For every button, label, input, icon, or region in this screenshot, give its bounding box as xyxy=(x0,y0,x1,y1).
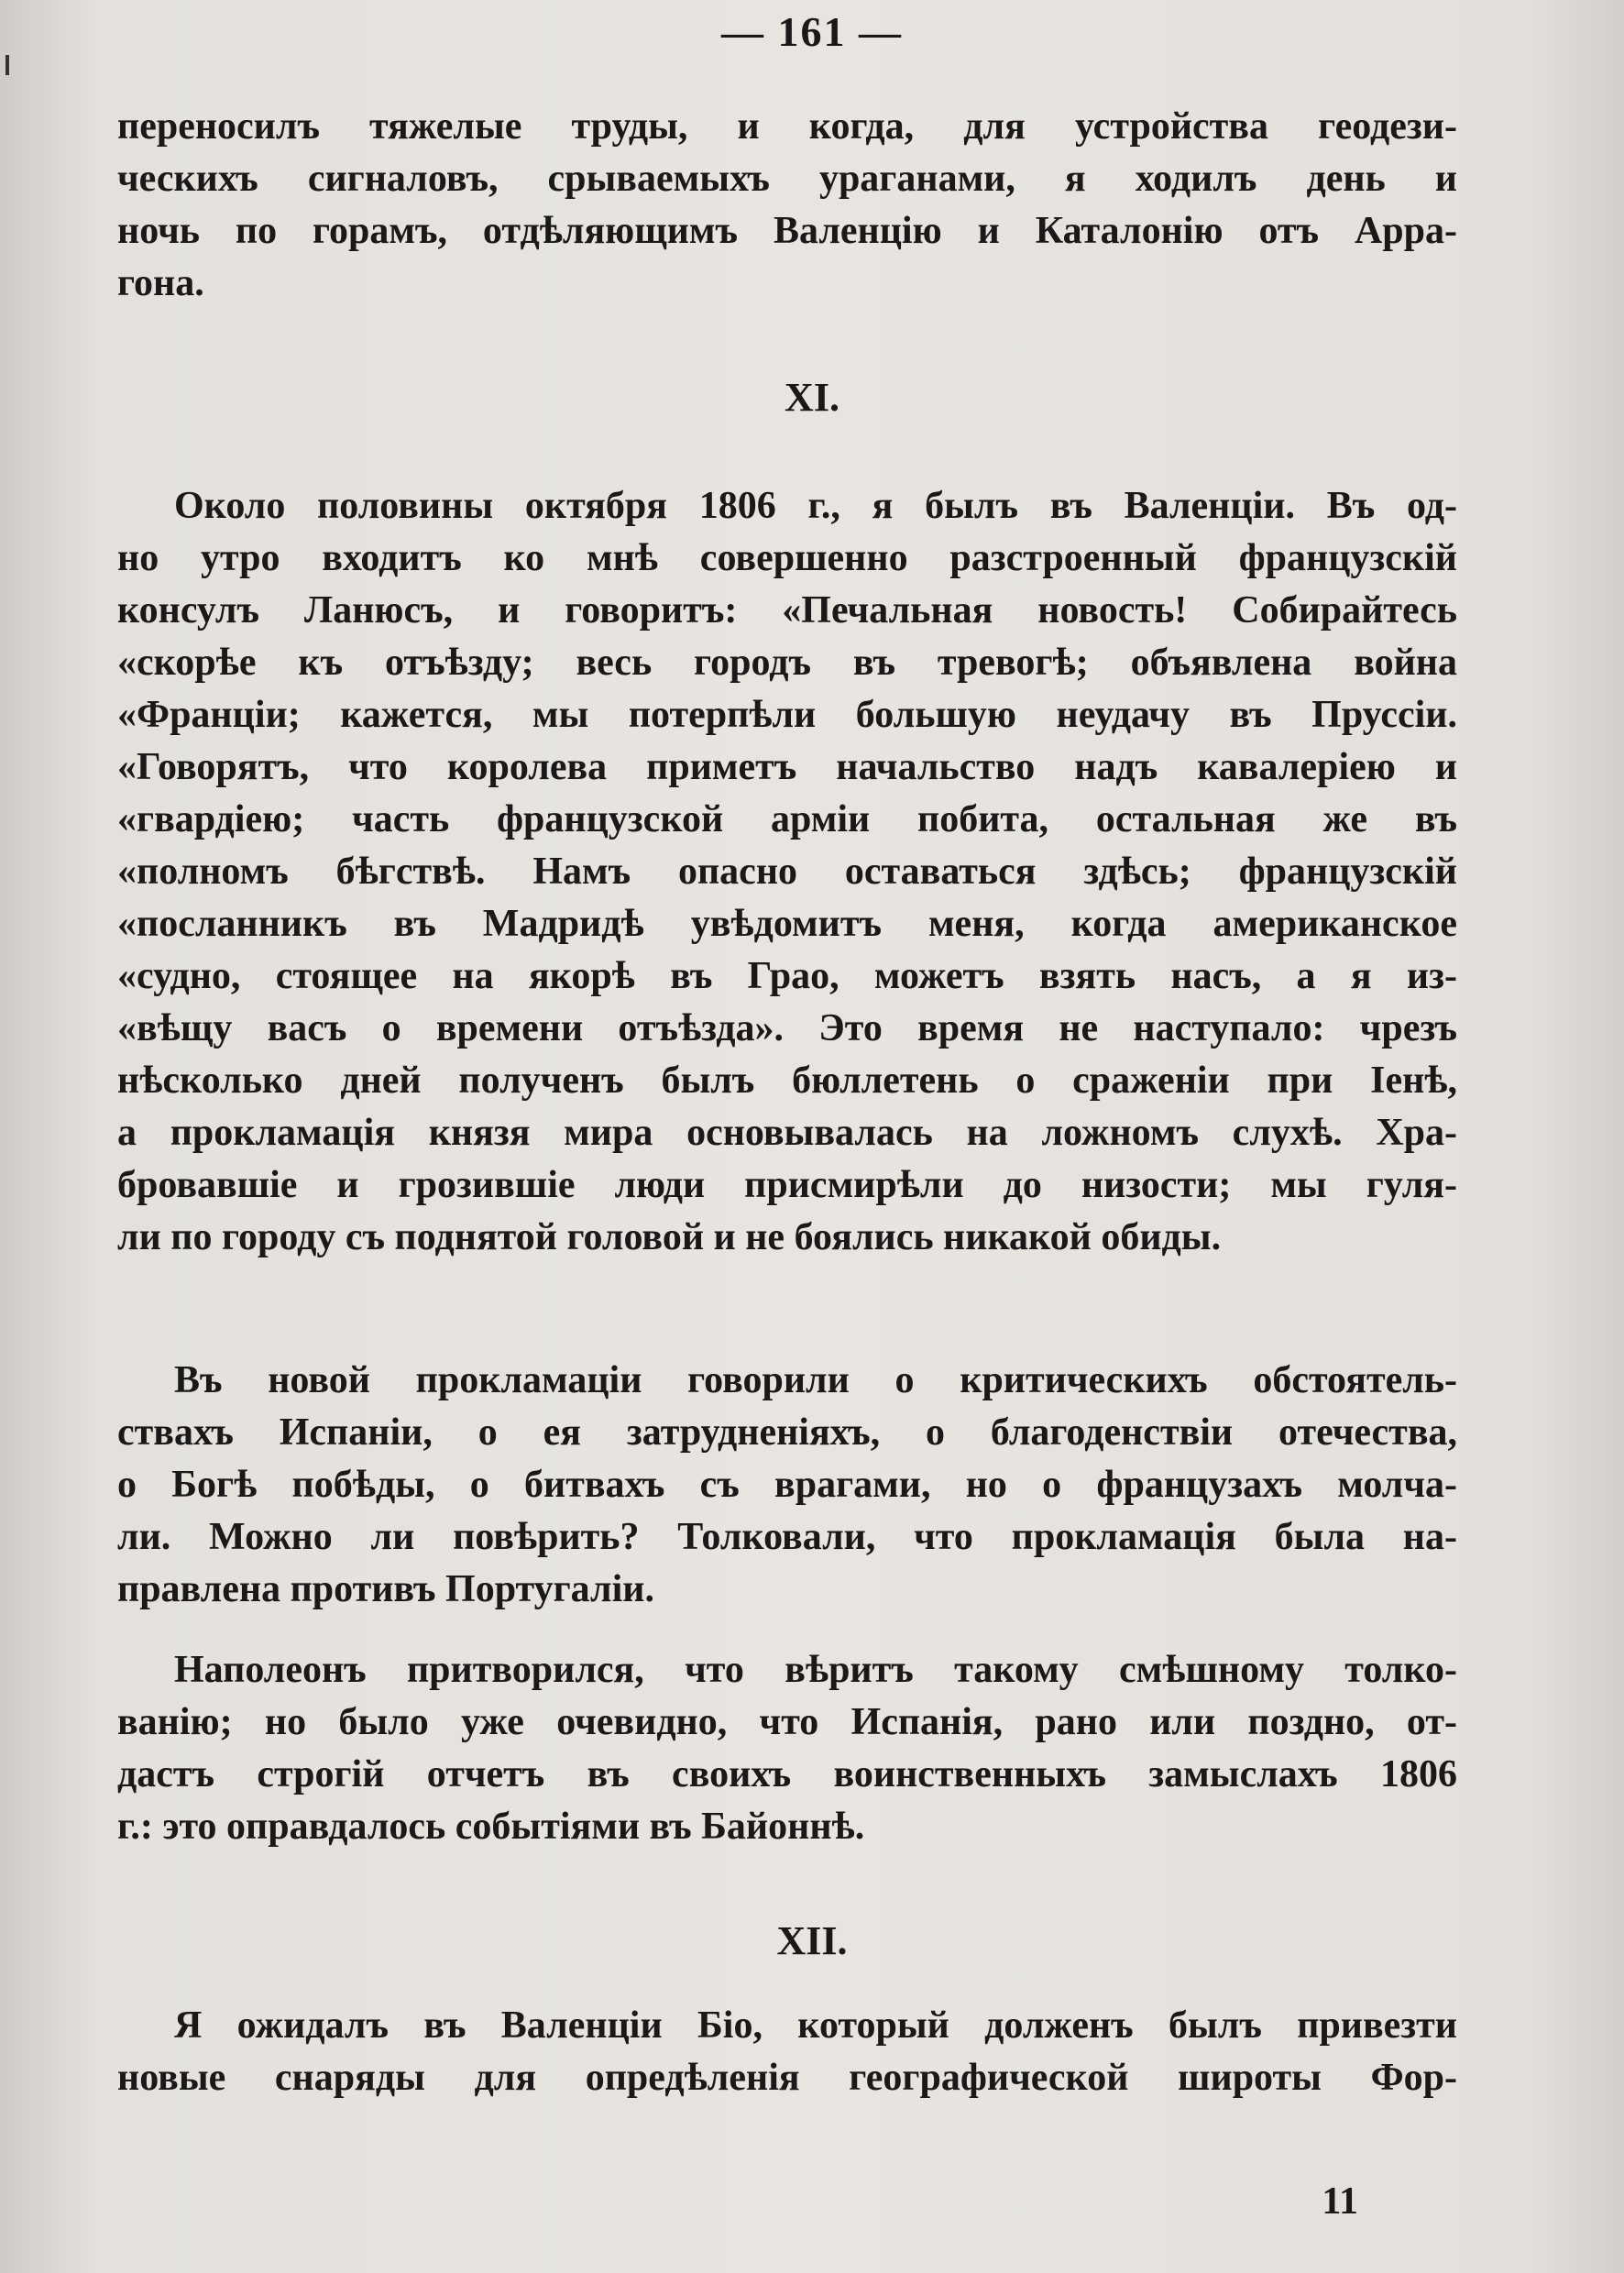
text-line: «Говорятъ, что королева приметъ начальство надъ кавалеріею и xyxy=(117,746,1457,788)
text-line: г.: это оправдалось событіями въ Байоннѣ. xyxy=(117,1806,865,1848)
text-line: Наполеонъ притворился, что вѣритъ такому смѣшному толко- xyxy=(174,1649,1457,1691)
paragraph-continuation xyxy=(117,101,1457,310)
page-edge-mark xyxy=(5,55,9,75)
text-line: ли по городу съ поднятой головой и не боялись никакой обиды. xyxy=(117,1216,1222,1258)
text-line: о Богѣ побѣды, о битвахъ съ врагами, но о французахъ молча- xyxy=(117,1464,1457,1506)
text-line: а прокламація князя мира основывалась на ложномъ слухѣ. Хра- xyxy=(117,1112,1457,1154)
text-line: «посланникъ въ Мадридѣ увѣдомитъ меня, когда американское xyxy=(117,903,1457,945)
text-line: ли. Можно ли повѣрить? Толковали, что прокламація была на- xyxy=(117,1516,1457,1558)
paragraph-valencia xyxy=(117,2000,1457,2104)
page-number: — 161 — xyxy=(721,8,903,55)
text-line: дастъ строгій отчетъ въ своихъ воинственныхъ замыслахъ 1806 xyxy=(117,1753,1457,1795)
text-line: «гвардіею; часть французской арміи побита, остальная же въ xyxy=(117,798,1457,840)
text-line: гона. xyxy=(117,262,204,304)
text-line: «скорѣе къ отъѣзду; весь городъ въ тревогѣ; объявлена война xyxy=(117,642,1457,684)
text-line: «вѣщу васъ о времени отъѣзда». Это время не наступало: чрезъ xyxy=(117,1007,1457,1049)
text-line: ствахъ Испаніи, о ея затрудненіяхъ, о благоденствіи отечества, xyxy=(117,1411,1457,1454)
paragraph-1806 xyxy=(117,480,1457,1264)
text-line: «Франціи; кажется, мы потерпѣли большую неудачу въ Пруссіи. xyxy=(117,694,1457,736)
section-heading-xii: XII. xyxy=(776,1918,848,1963)
signature-mark: 11 xyxy=(1322,2180,1358,2223)
text-line: но утро входитъ ко мнѣ совершенно разстроенный французскій xyxy=(117,537,1457,579)
text-line: правлена противъ Португаліи. xyxy=(117,1568,654,1610)
text-line: нѣсколько дней полученъ былъ бюллетень о сраженіи при Іенѣ, xyxy=(117,1060,1457,1102)
text-line: ночь по горамъ, отдѣляющимъ Валенцію и Каталонію отъ Арра- xyxy=(117,210,1457,252)
text-line: консулъ Ланюсъ, и говоритъ: «Печальная новость! Собирайтесь xyxy=(117,589,1457,631)
text-line: «судно, стоящее на якорѣ въ Грао, можетъ взять насъ, а я из- xyxy=(117,955,1457,997)
text-line: бровавшіе и грозившіе люди присмирѣли до низости; мы гуля- xyxy=(117,1164,1457,1206)
paragraph-proclamation xyxy=(117,1355,1457,1616)
text-line: ванію; но было уже очевидно, что Испанія, рано или поздно, от- xyxy=(117,1701,1457,1743)
text-line: новые снаряды для опредѣленія географической широты Фор- xyxy=(117,2057,1457,2099)
text-line: «полномъ бѣгствѣ. Намъ опасно оставаться здѣсь; французскій xyxy=(117,851,1457,893)
section-heading-xi: XI. xyxy=(785,375,839,420)
paragraph-napoleon xyxy=(117,1644,1457,1853)
text-line: Въ новой прокламаціи говорили о критическихъ обстоятель- xyxy=(174,1359,1457,1401)
text-line: переносилъ тяжелые труды, и когда, для устройства геодези- xyxy=(117,105,1457,148)
text-line: ческихъ сигналовъ, срываемыхъ ураганами, я ходилъ день и xyxy=(117,158,1457,200)
text-line: Около половины октября 1806 г., я былъ въ Валенціи. Въ од- xyxy=(174,485,1457,527)
text-line: Я ожидалъ въ Валенціи Біо, который долженъ былъ привезти xyxy=(174,2004,1457,2047)
